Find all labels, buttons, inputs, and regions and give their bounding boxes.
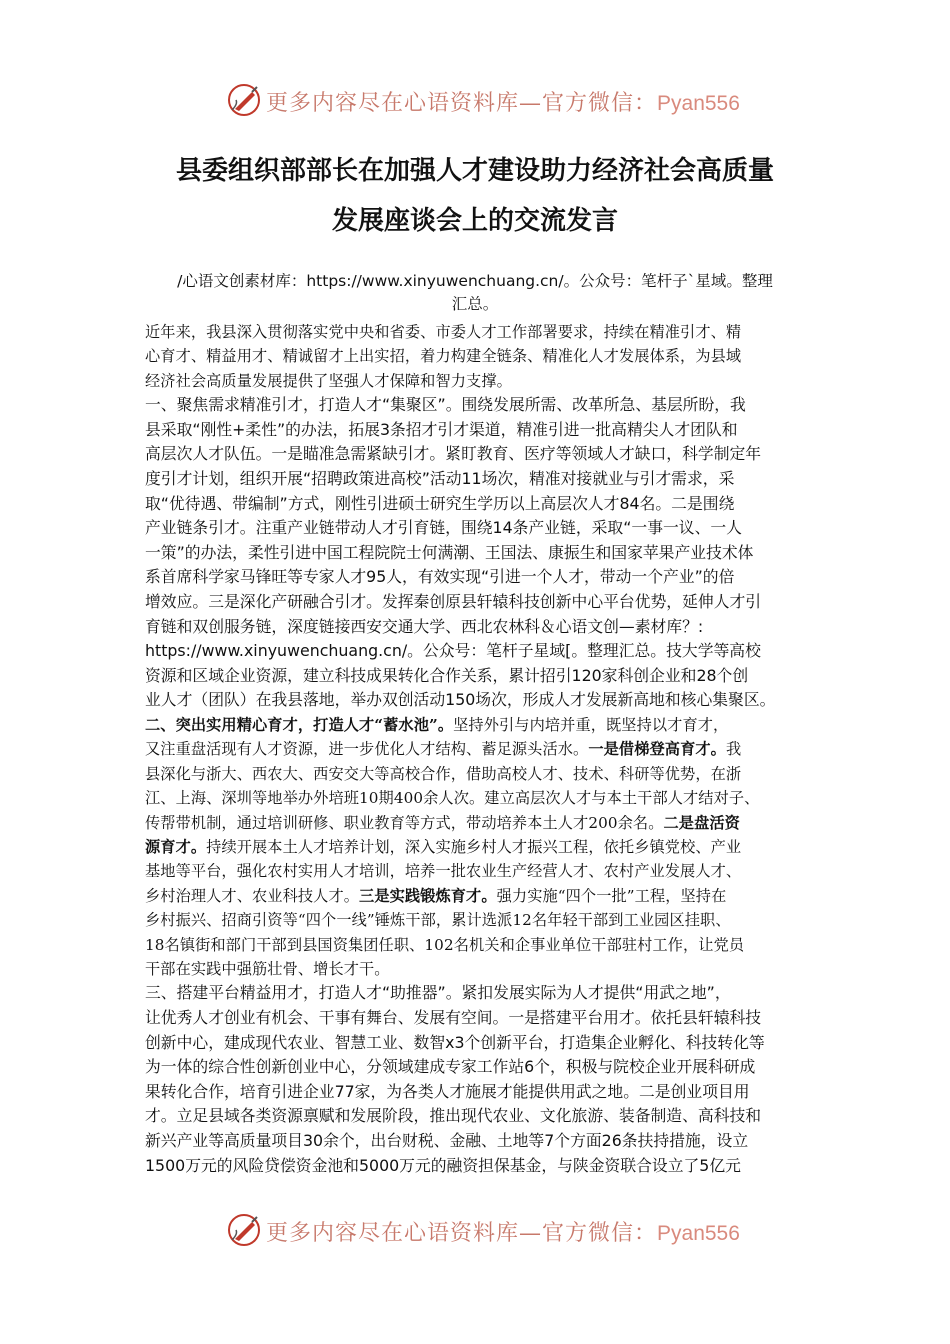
text-line: 乡村治理人才、农业科技人才。三是实践锻炼育才。强力实施“四个一批”工程，坚持在 (145, 886, 727, 905)
text-line: 县采取“刚性+柔性”的办法，拓展3条招才引才渠道，精准引进一批高精尖人才团队和 (145, 419, 738, 439)
section-1-paragraph (145, 393, 810, 713)
text-line: 县深化与浙大、西农大、西安交大等高校合作，借助高校人才、技术、科研等优势，在浙 (145, 764, 742, 783)
section-3-paragraph (145, 981, 810, 1178)
quill-logo-icon (226, 82, 262, 118)
subpoint-heading: 源育才。 (145, 837, 207, 856)
header-banner-text: 更多内容尽在心语资料库—官方微信：Pyan556 (266, 91, 740, 116)
source-note-line-2: 汇总。 (451, 295, 499, 313)
text-line: 系首席科学家马锋旺等专家人才95人，有效实现“引进一个人才，带动一个产业”的倍 (145, 567, 735, 587)
intro-paragraph (145, 320, 810, 393)
text-line: 心育才、精益用才、精诚留才上出实招，着力构建全链条、精准化人才发展体系，为县域 (145, 347, 742, 366)
text-line: 业人才（团队）在我县落地，举办双创活动150场次，形成人才发展新高地和核心集聚区。 (145, 690, 776, 710)
text-line: 才。立足县域各类资源禀赋和发展阶段，推出现代农业、文化旅游、装备制造、高科技和 (145, 1106, 762, 1126)
text-line: 高层次人才队伍。一是瞄准急需紧缺引才。紧盯教育、医疗等领域人才缺口，科学制定年 (145, 444, 762, 464)
text-line: 让优秀人才创业有机会、干事有舞台、发展有空间。一是搭建平台用才。依托县轩辕科技 (145, 1008, 762, 1027)
source-note-line-1: /心语文创素材库：https://www.xinyuwenchuang.cn/。公众号：笔杆子`星域。整理 (177, 272, 773, 290)
text-line: 近年来，我县深入贯彻落实党中央和省委、市委人才工作部署要求，持续在精准引才、精 (145, 323, 742, 341)
text-line: 江、上海、深圳等地举办外培班10期400余人次。建立高层次人才与本土干部人才结对子、 (145, 789, 760, 808)
text-line: 又注重盘活现有人才资源，进一步优化人才结构、蓄足源头活水。一是借梯登高育才。我 (145, 740, 742, 759)
text-line: 基地等平台，强化农村实用人才培训，培养一批农业生产经营人才、农村产业发展人才、 (145, 862, 742, 881)
subpoint-heading: 三是实践锻炼育才。 (359, 886, 497, 905)
text-line: 取“优待遇、带编制”方式，刚性引进硕士研究生学历以上高层次人才84名。二是围绕 (145, 493, 735, 513)
text-line: 一策”的办法，柔性引进中国工程院院士何满潮、王国法、康振生和国家苹果产业技术体 (145, 542, 754, 562)
text-line: 资源和区域企业资源，建立科技成果转化合作关系，累计招引120家科创企业和28个创 (145, 665, 749, 685)
text-line: 育链和双创服务链，深度链接西安交通大学、西北农林科＆心语文创—素材库？: (145, 616, 704, 636)
text-line: 1500万元的风险贷偿资金池和5000万元的融资担保基金，与陕金资联合设立了5亿元 (145, 1155, 741, 1175)
text-line: 产业链条引才。注重产业链带动人才引育链，围绕14条产业链，采取“一事一议、一人 (145, 518, 742, 538)
text-line: 源育才。持续开展本土人才培养计划，深入实施乡村人才振兴工程，依托乡镇党校、产业 (145, 837, 742, 856)
text-line: 创新中心，建成现代农业、智慧工业、数智x3个创新平台，打造集企业孵化、科技转化等 (145, 1032, 765, 1052)
text-line: 一、聚焦需求精准引才，打造人才“集聚区”。围绕发展所需、改革所急、基层所盼，我 (145, 395, 746, 415)
quill-logo-icon (226, 1212, 262, 1248)
header-banner (0, 80, 950, 120)
document-title-line-1: 县委组织部部长在加强人才建设助力经济社会高质量 (175, 156, 774, 186)
text-line: 三、搭建平台精益用才，打造人才“助推器”。紧扣发展实际为人才提供“用武之地”， (145, 983, 731, 1003)
text-line: 干部在实践中强筋壮骨、增长才干。 (145, 960, 390, 978)
footer-banner-text: 更多内容尽在心语资料库—官方微信：Pyan556 (266, 1221, 740, 1246)
document-body (145, 320, 810, 1178)
wechat-id: Pyan556 (657, 1222, 740, 1245)
text-line: 传帮带机制，通过培训研修、职业教育等方式，带动培养本土人才200余名。二是盘活资 (145, 813, 740, 832)
text-line: 新兴产业等高质量项目30余个，出台财税、金融、土地等7个方面26条扶持措施，设立 (145, 1130, 749, 1150)
section-2-paragraph (145, 713, 810, 981)
text-line: 为一体的综合性创新创业中心，分领域建成专家工作站6个，积极与院校企业开展科研成 (145, 1057, 756, 1077)
section-2-heading: 二、突出实用精心育才，打造人才“蓄水池”。 (145, 715, 454, 734)
text-line: https://www.xinyuwenchuang.cn/。公众号：笔杆子星域[。整理汇总。技大学等高校 (145, 641, 761, 661)
text-line: 二、突出实用精心育才，打造人才“蓄水池”。坚持外引与内培并重，既坚持以才育才， (145, 715, 729, 734)
text-line: 果转化合作，培育引进企业77家，为各类人才施展才能提供用武之地。二是创业项目用 (145, 1081, 750, 1101)
subpoint-heading: 一是借梯登高育才。 (588, 740, 726, 759)
source-note (140, 270, 810, 316)
text-line: 经济社会高质量发展提供了坚强人才保障和智力支撑。 (145, 371, 512, 390)
text-line: 乡村振兴、招商引资等“四个一线”锤炼干部，累计选派12名年轻干部到工业园区挂职、 (145, 911, 731, 930)
document-title-line-2: 发展座谈会上的交流发言 (331, 206, 618, 236)
footer-banner (0, 1210, 950, 1250)
wechat-id: Pyan556 (657, 92, 740, 115)
text-line: 度引才计划，组织开展“招聘政策进高校”活动11场次，精准对接就业与引才需求，采 (145, 469, 735, 488)
subpoint-heading: 二是盘活资 (663, 813, 740, 832)
text-line: 增效应。三是深化产研融合引才。发挥秦创原县轩辕科技创新中心平台优势，延伸人才引 (145, 591, 762, 611)
text-line: 18名镇街和部门干部到县国资集团任职、102名机关和企事业单位干部驻村工作，让党员 (145, 935, 745, 954)
